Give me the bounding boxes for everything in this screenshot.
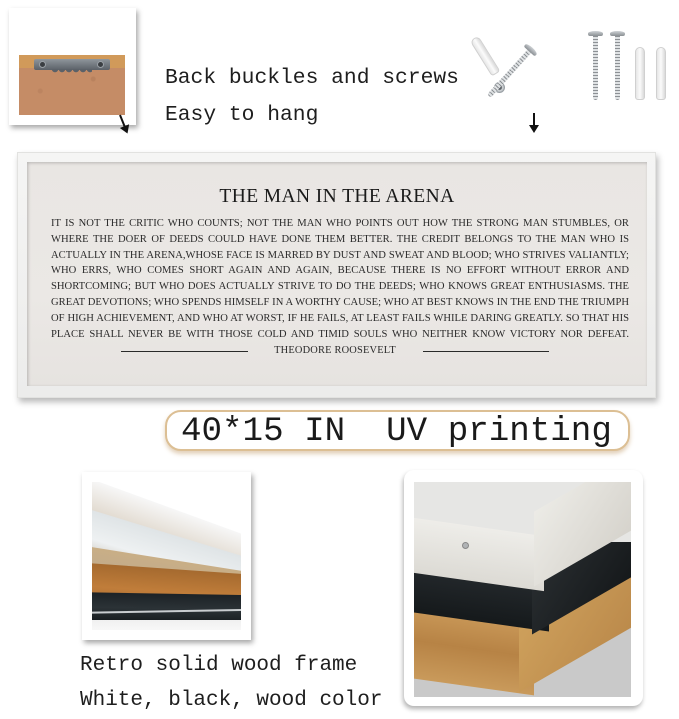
sawtooth-hanger-icon xyxy=(19,55,125,115)
wood-layers-icon xyxy=(92,482,241,630)
quote-line: PLACE SHALL NEVER BE WITH THOSE COLD AND TIMID SOULS WHO NEITHER KNOW VICTORY NOR DEFEAT. xyxy=(51,328,629,340)
screw-head-icon xyxy=(462,542,469,549)
wall-anchor-icon xyxy=(635,47,645,100)
wall-anchor-icon xyxy=(470,36,501,77)
quote-line: SHORTCOMING; BUT WHO DOES ACTUALLY STRIVE TO DO THE DEEDS; WHO KNOWS GREAT ENTHUSIASMS. THE xyxy=(51,281,629,293)
arrow-down-icon xyxy=(533,113,535,131)
white-background xyxy=(92,620,241,630)
wall-anchor-icon xyxy=(656,47,666,100)
divider-right xyxy=(423,351,549,352)
quote-line: OF HIGH ACHIEVEMENT, AND WHO AT WORST, IF HE FAILS, AT LEAST FAILS WHILE DARING GREATLY. SO THAT HIS xyxy=(51,312,629,324)
sign-title: THE MAN IN THE ARENA xyxy=(219,186,455,207)
screw-icon xyxy=(615,34,620,100)
screw-head-icon xyxy=(97,61,104,68)
divider-left xyxy=(121,351,248,352)
size-badge-text: 40*15 IN UV printing xyxy=(181,413,612,451)
sign-panel xyxy=(27,162,647,386)
quote-line: IT IS NOT THE CRITIC WHO COUNTS; NOT THE MAN WHO POINTS OUT HOW THE STRONG MAN STUMBLES, OR xyxy=(51,218,629,229)
frame-corners-photo-card xyxy=(404,470,643,706)
quote-line: WHERE THE DOER OF DEEDS COULD HAVE DONE THEM BETTER. THE CREDIT BELONGS TO THE MAN WHO IS xyxy=(51,233,629,245)
screw-icon xyxy=(593,34,598,100)
quote-line: WHO ERRS, WHO COMES SHORT AGAIN AND AGAIN, BECAUSE THERE IS NO EFFORT WITHOUT ERROR AND xyxy=(51,265,629,277)
screw-head-icon xyxy=(39,61,46,68)
framed-sign xyxy=(17,152,656,398)
frame-caption-line1: Retro solid wood frame xyxy=(80,654,358,677)
hardware-caption-line2: Easy to hang xyxy=(165,103,319,127)
sign-author: THEODORE ROOSEVELT xyxy=(274,345,396,356)
stacked-frames-icon xyxy=(414,482,631,697)
wood-sample-photo-card xyxy=(82,472,251,640)
hardware-caption-line1: Back buckles and screws xyxy=(165,66,459,90)
size-badge xyxy=(165,410,630,451)
quote-line: ACTUALLY IN THE ARENA,WHOSE FACE IS MARRED BY DUST AND SWEAT AND BLOOD; WHO STRIVES VALIANTLY; xyxy=(51,249,629,261)
sign-quote xyxy=(51,216,629,342)
buckle-photo-card xyxy=(9,8,136,125)
quote-line: GREAT DEVOTIONS; WHO SPENDS HIMSELF IN A WORTHY CAUSE; WHO AT BEST KNOWS IN THE END THE TRIUMPH xyxy=(51,296,629,308)
screws-and-wall-anchors-icon xyxy=(460,30,660,140)
frame-caption-line2: White, black, wood color xyxy=(80,689,383,712)
